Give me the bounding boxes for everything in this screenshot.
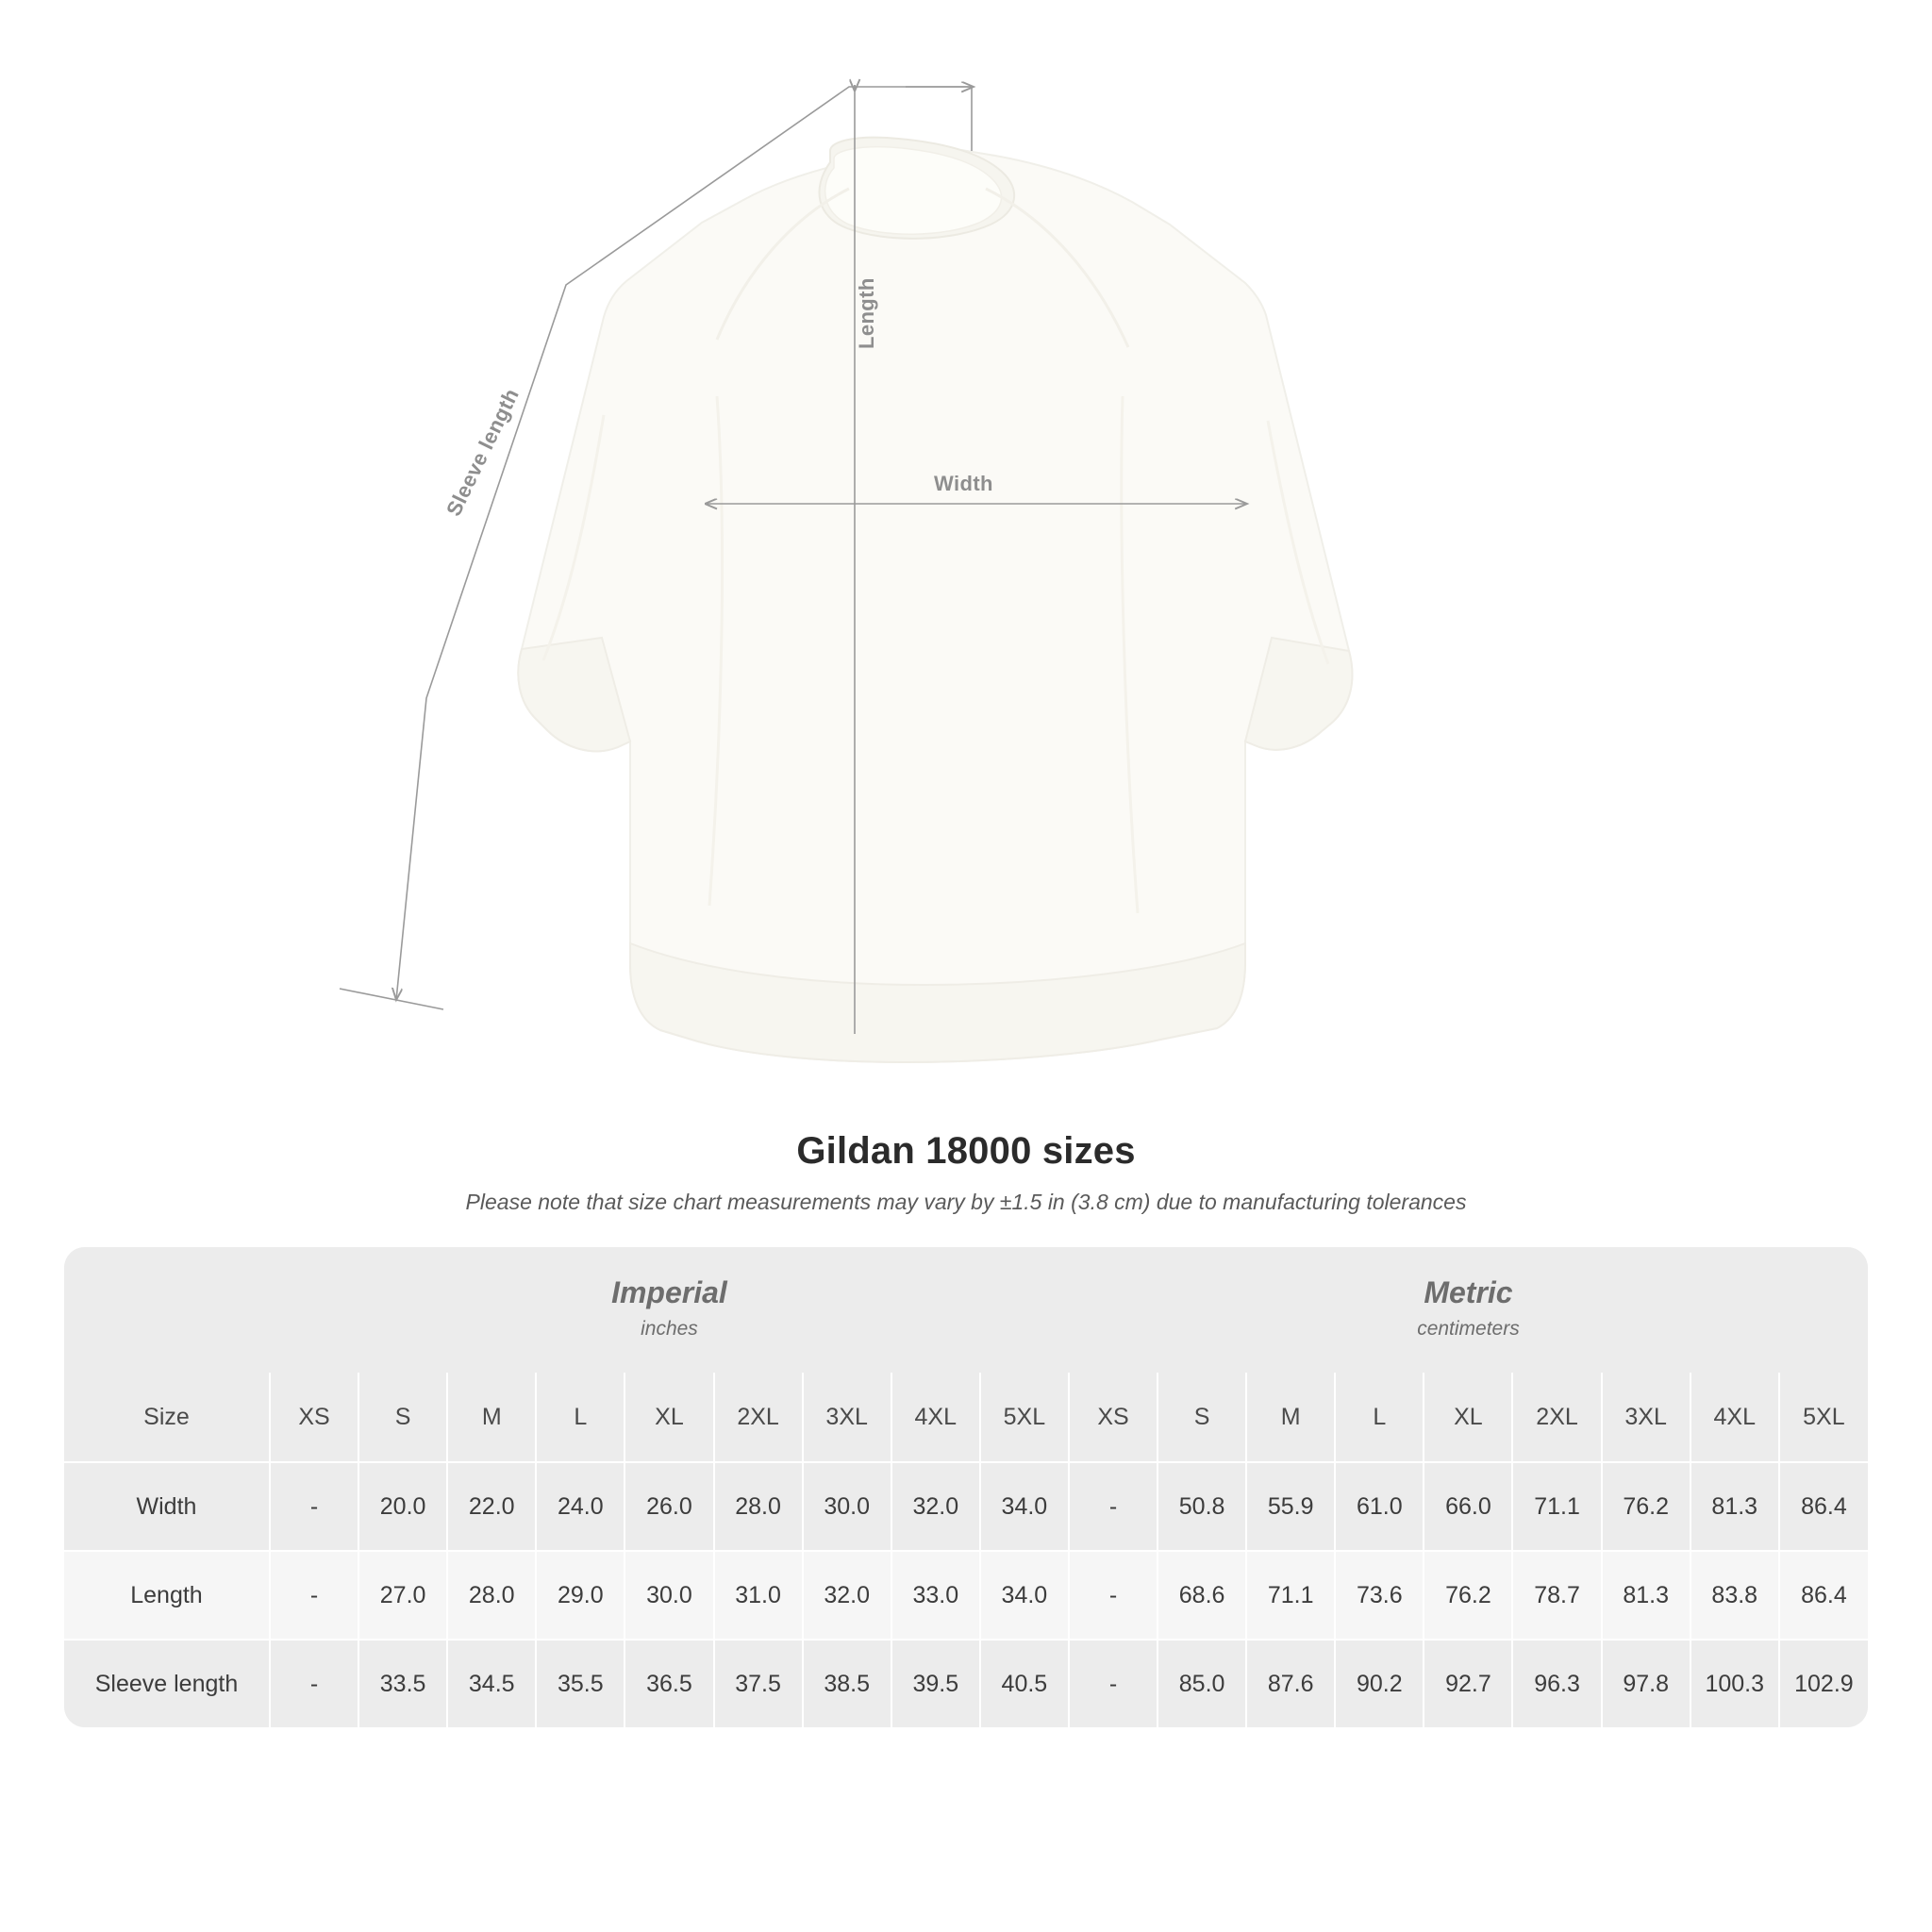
measurement-cell: 81.3 <box>1602 1551 1690 1640</box>
measurement-cell: 38.5 <box>803 1640 891 1727</box>
measurement-cell: 28.0 <box>447 1551 536 1640</box>
size-header-cell: L <box>1335 1373 1424 1462</box>
measurement-cell: 87.6 <box>1246 1640 1335 1727</box>
measurement-cell: 33.0 <box>891 1551 980 1640</box>
measurement-cell: 68.6 <box>1158 1551 1246 1640</box>
metric-title: Metric <box>1424 1275 1513 1309</box>
measurement-cell: 81.3 <box>1690 1462 1779 1551</box>
measurement-cell: - <box>270 1640 358 1727</box>
size-header-cell: 4XL <box>891 1373 980 1462</box>
measurement-cell: 33.5 <box>358 1640 447 1727</box>
measurement-cell: 37.5 <box>714 1640 803 1727</box>
measurement-cell: 96.3 <box>1512 1640 1601 1727</box>
measurement-cell: 31.0 <box>714 1551 803 1640</box>
measurement-cell: 85.0 <box>1158 1640 1246 1727</box>
sleeve-length-dimension-label: Sleeve length <box>441 384 524 520</box>
measurement-cell: 73.6 <box>1335 1551 1424 1640</box>
size-header-cell: 2XL <box>1512 1373 1601 1462</box>
measurement-cell: 32.0 <box>803 1551 891 1640</box>
size-header-cell: M <box>447 1373 536 1462</box>
measurement-cell: 100.3 <box>1690 1640 1779 1727</box>
measurement-cell: 34.0 <box>980 1551 1069 1640</box>
metric-subtitle: centimeters <box>1417 1318 1520 1340</box>
size-header-cell: M <box>1246 1373 1335 1462</box>
measurement-cell: 102.9 <box>1779 1640 1868 1727</box>
size-header-cell: 5XL <box>980 1373 1069 1462</box>
measurement-cell: 28.0 <box>714 1462 803 1551</box>
size-header-cell: XS <box>270 1373 358 1462</box>
size-header-cell: XL <box>625 1373 713 1462</box>
measurement-cell: 76.2 <box>1424 1551 1512 1640</box>
table-row <box>64 1551 1868 1640</box>
size-header-cell: S <box>358 1373 447 1462</box>
measurement-cell: 39.5 <box>891 1640 980 1727</box>
measurement-cell: - <box>270 1462 358 1551</box>
imperial-subtitle: inches <box>641 1318 698 1340</box>
imperial-title: Imperial <box>611 1275 727 1309</box>
unit-header-imperial <box>270 1247 1069 1373</box>
measurement-cell: - <box>270 1551 358 1640</box>
size-header-cell: 3XL <box>803 1373 891 1462</box>
tolerance-note: Please note that size chart measurements may vary by ±1.5 in (3.8 cm) due to manufacturing tolerances <box>465 1190 1467 1214</box>
table-row <box>64 1640 1868 1727</box>
measurement-cell: 34.0 <box>980 1462 1069 1551</box>
measurement-cell: 90.2 <box>1335 1640 1424 1727</box>
size-header-label: Size <box>64 1373 270 1462</box>
size-header-cell: XL <box>1424 1373 1512 1462</box>
size-header-cell: S <box>1158 1373 1246 1462</box>
size-header-cell: 3XL <box>1602 1373 1690 1462</box>
width-dimension-label: Width <box>934 472 993 495</box>
size-chart-table-wrapper <box>64 1247 1868 1727</box>
unit-header-metric <box>1069 1247 1868 1373</box>
size-header-row <box>64 1373 1868 1462</box>
page-title: Gildan 18000 sizes <box>796 1130 1136 1172</box>
measurement-cell: 22.0 <box>447 1462 536 1551</box>
measurement-cell: 26.0 <box>625 1462 713 1551</box>
measurement-cell: 30.0 <box>803 1462 891 1551</box>
size-header-cell: 4XL <box>1690 1373 1779 1462</box>
measurement-cell: 27.0 <box>358 1551 447 1640</box>
measurement-cell: 97.8 <box>1602 1640 1690 1727</box>
measurement-cell: 92.7 <box>1424 1640 1512 1727</box>
measurement-cell: 30.0 <box>625 1551 713 1640</box>
measurement-cell: 55.9 <box>1246 1462 1335 1551</box>
measurement-cell: - <box>1069 1551 1158 1640</box>
measurement-cell: 76.2 <box>1602 1462 1690 1551</box>
measurement-cell: 71.1 <box>1246 1551 1335 1640</box>
row-label: Length <box>64 1551 270 1640</box>
measurement-cell: 35.5 <box>536 1640 625 1727</box>
measurement-cell: 83.8 <box>1690 1551 1779 1640</box>
measurement-cell: 36.5 <box>625 1640 713 1727</box>
measurement-cell: 50.8 <box>1158 1462 1246 1551</box>
measurement-cell: 66.0 <box>1424 1462 1512 1551</box>
measurement-cell: 32.0 <box>891 1462 980 1551</box>
sweatshirt-shape <box>518 138 1352 1062</box>
size-header-cell: 2XL <box>714 1373 803 1462</box>
measurement-cell: 86.4 <box>1779 1462 1868 1551</box>
row-label: Width <box>64 1462 270 1551</box>
measurement-cell: 61.0 <box>1335 1462 1424 1551</box>
measurement-cell: 34.5 <box>447 1640 536 1727</box>
length-dimension-label: Length <box>855 277 878 349</box>
measurement-cell: 40.5 <box>980 1640 1069 1727</box>
measurement-cell: - <box>1069 1462 1158 1551</box>
unit-header-spacer <box>64 1247 270 1373</box>
measurement-cell: 29.0 <box>536 1551 625 1640</box>
size-header-cell: XS <box>1069 1373 1158 1462</box>
measurement-cell: 20.0 <box>358 1462 447 1551</box>
measurement-cell: 86.4 <box>1779 1551 1868 1640</box>
title-block <box>0 1130 1932 1215</box>
size-header-cell: 5XL <box>1779 1373 1868 1462</box>
size-header-cell: L <box>536 1373 625 1462</box>
size-chart-table <box>64 1247 1868 1727</box>
unit-header-row <box>64 1247 1868 1373</box>
measurement-cell: 24.0 <box>536 1462 625 1551</box>
measurement-cell: 71.1 <box>1512 1462 1601 1551</box>
measurement-cell: 78.7 <box>1512 1551 1601 1640</box>
measurement-cell: - <box>1069 1640 1158 1727</box>
table-row <box>64 1462 1868 1551</box>
row-label: Sleeve length <box>64 1640 270 1727</box>
